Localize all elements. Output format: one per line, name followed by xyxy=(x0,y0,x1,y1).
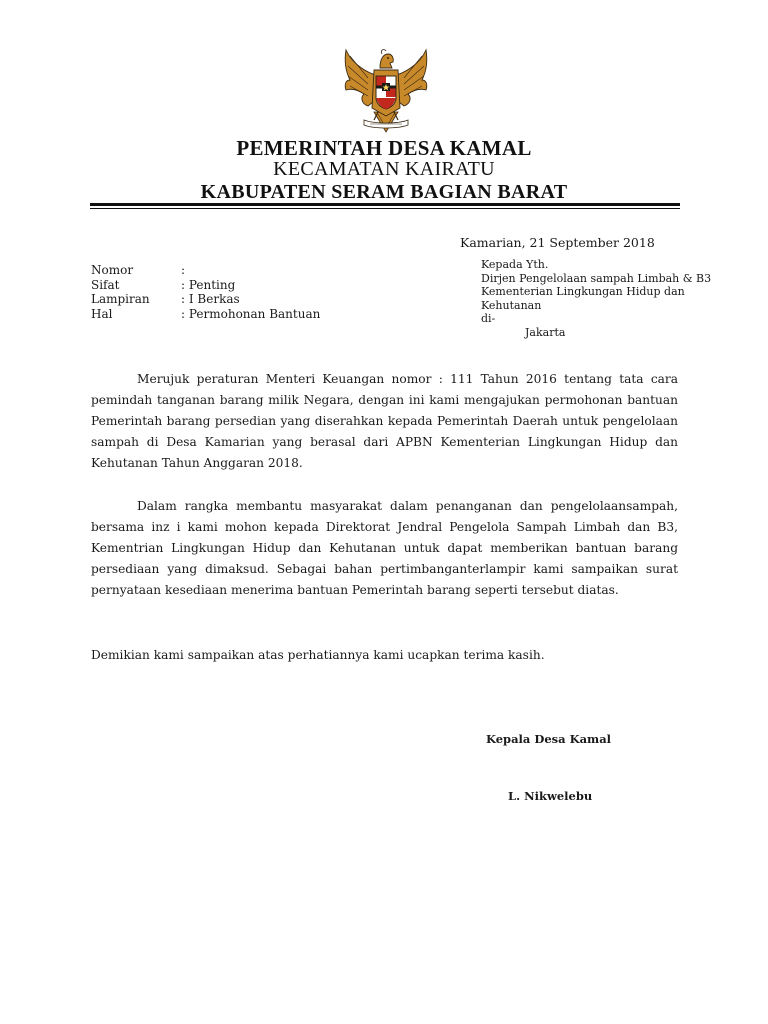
meta-row-hal xyxy=(91,307,320,322)
signatory-name: L. Nikwelebu xyxy=(508,789,593,803)
meta-row-lampiran xyxy=(91,292,320,307)
recipient-city: Jakarta xyxy=(525,325,566,339)
recipient-block xyxy=(481,258,711,339)
letter-date: Kamarian, 21 September 2018 xyxy=(460,235,655,250)
body-paragraph-closing: Demikian kami sampaikan atas perhatiannya kami ucapkan terima kasih. xyxy=(91,648,545,662)
signatory-title: Kepala Desa Kamal xyxy=(486,732,612,746)
meta-label: Hal xyxy=(91,306,113,321)
body-paragraph-2: Dalam rangka membantu masyarakat dalam penanganan dan pengelolaansampah, bersama inz i kami mohon kepada Direktorat Jendral Pengelola Sampah Limbah dan B3, Kementrian Lingkungan Hidup dan Kehutanan untuk dapat memberikan bantuan barang persediaan yang dimaksud. Sebagai bahan pertimbanganterlampir kami sampaikan surat pernyataan kesediaan menerima bantuan Pemerintah barang seperti tersebut diatas. xyxy=(91,499,678,597)
recipient-title: Dirjen Pengelolaan sampah Limbah & B3 xyxy=(481,271,712,285)
meta-row-nomor xyxy=(91,263,320,278)
meta-value: : Permohonan Bantuan xyxy=(181,306,321,321)
meta-value: : I Berkas xyxy=(181,292,240,306)
recipient-ministry: Kementerian Lingkungan Hidup dan xyxy=(481,285,685,298)
meta-value: : xyxy=(181,263,186,277)
letterhead-rule-thin xyxy=(90,208,680,209)
garuda-icon xyxy=(345,50,427,132)
meta-row-sifat xyxy=(91,278,320,293)
letterhead-rule-thick xyxy=(90,203,680,206)
recipient-salutation: Kepada Yth. xyxy=(481,258,549,271)
body-paragraph-1: Merujuk peraturan Menteri Keuangan nomor : 111 Tahun 2016 tentang tata cara pemindah tanganan barang milik Negara, dengan ini kami mengajukan permohonan bantuan Pemerintah barang persedian yang diserahkan kepada Pemerintah Daerah untuk pengelolaan sampah di Desa Kamarian yang berasal dari APBN Kementerian Lingkungan Hidup dan Kehutanan Tahun Anggaran 2018. xyxy=(91,372,678,470)
meta-label: Lampiran xyxy=(91,292,150,306)
meta-label: Nomor xyxy=(91,263,134,277)
letterhead-regency: KABUPATEN SERAM BAGIAN BARAT xyxy=(200,181,568,203)
recipient-at: di- xyxy=(481,312,496,325)
letterhead-district: KECAMATAN KAIRATU xyxy=(273,158,495,180)
garuda-emblem xyxy=(338,46,434,134)
recipient-ministry-cont: Kehutanan xyxy=(481,298,542,312)
letterhead-government: PEMERINTAH DESA KAMAL xyxy=(236,136,532,160)
meta-label: Sifat xyxy=(91,277,120,292)
letter-meta xyxy=(91,263,320,321)
meta-value: : Penting xyxy=(181,277,236,292)
